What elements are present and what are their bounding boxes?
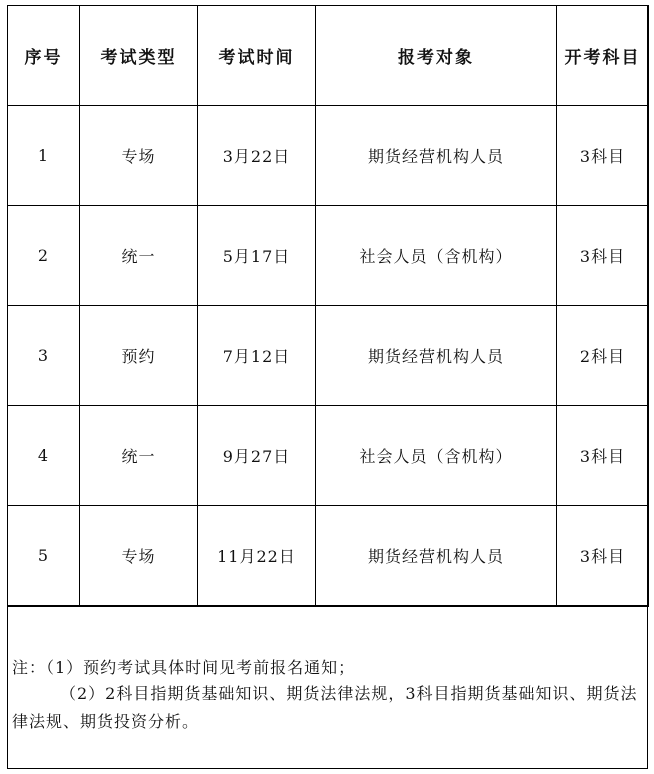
cell-exam-type: 预约 xyxy=(80,306,198,406)
header-exam-date: 考试时间 xyxy=(198,6,316,106)
cell-subjects: 2科目 xyxy=(557,306,649,406)
cell-exam-date: 3月22日 xyxy=(198,106,316,206)
cell-exam-date: 9月27日 xyxy=(198,406,316,506)
cell-subjects: 3科目 xyxy=(557,406,649,506)
header-subjects: 开考科目 xyxy=(557,6,649,106)
exam-schedule-sheet xyxy=(7,5,648,769)
note-line-2: （2）2科目指期货基础知识、期货法律法规，3科目指期货基础知识、期货法律法规、期货投资分析。 xyxy=(12,684,638,731)
table-row xyxy=(8,206,649,306)
notes-section xyxy=(8,606,649,770)
cell-no: 2 xyxy=(8,206,80,306)
cell-exam-type: 统一 xyxy=(80,206,198,306)
cell-target: 社会人员（含机构） xyxy=(316,406,557,506)
cell-no: 1 xyxy=(8,106,80,206)
note-line-1: 注：（1）预约考试具体时间见考前报名通知； xyxy=(12,658,356,677)
header-row xyxy=(8,6,649,106)
cell-no: 4 xyxy=(8,406,80,506)
cell-target: 社会人员（含机构） xyxy=(316,206,557,306)
cell-subjects: 3科目 xyxy=(557,106,649,206)
cell-subjects: 3科目 xyxy=(557,506,649,606)
cell-exam-type: 专场 xyxy=(80,506,198,606)
exam-schedule-table xyxy=(7,5,649,606)
table-row xyxy=(8,406,649,506)
table-row xyxy=(8,106,649,206)
cell-no: 5 xyxy=(8,506,80,606)
header-exam-type: 考试类型 xyxy=(80,6,198,106)
cell-exam-date: 11月22日 xyxy=(198,506,316,606)
header-target: 报考对象 xyxy=(316,6,557,106)
cell-exam-type: 统一 xyxy=(80,406,198,506)
cell-exam-date: 5月17日 xyxy=(198,206,316,306)
table-row xyxy=(8,506,649,606)
cell-exam-date: 7月12日 xyxy=(198,306,316,406)
cell-no: 3 xyxy=(8,306,80,406)
cell-subjects: 3科目 xyxy=(557,206,649,306)
cell-target: 期货经营机构人员 xyxy=(316,306,557,406)
cell-target: 期货经营机构人员 xyxy=(316,506,557,606)
header-no: 序号 xyxy=(8,6,80,106)
cell-exam-type: 专场 xyxy=(80,106,198,206)
table-row xyxy=(8,306,649,406)
cell-target: 期货经营机构人员 xyxy=(316,106,557,206)
